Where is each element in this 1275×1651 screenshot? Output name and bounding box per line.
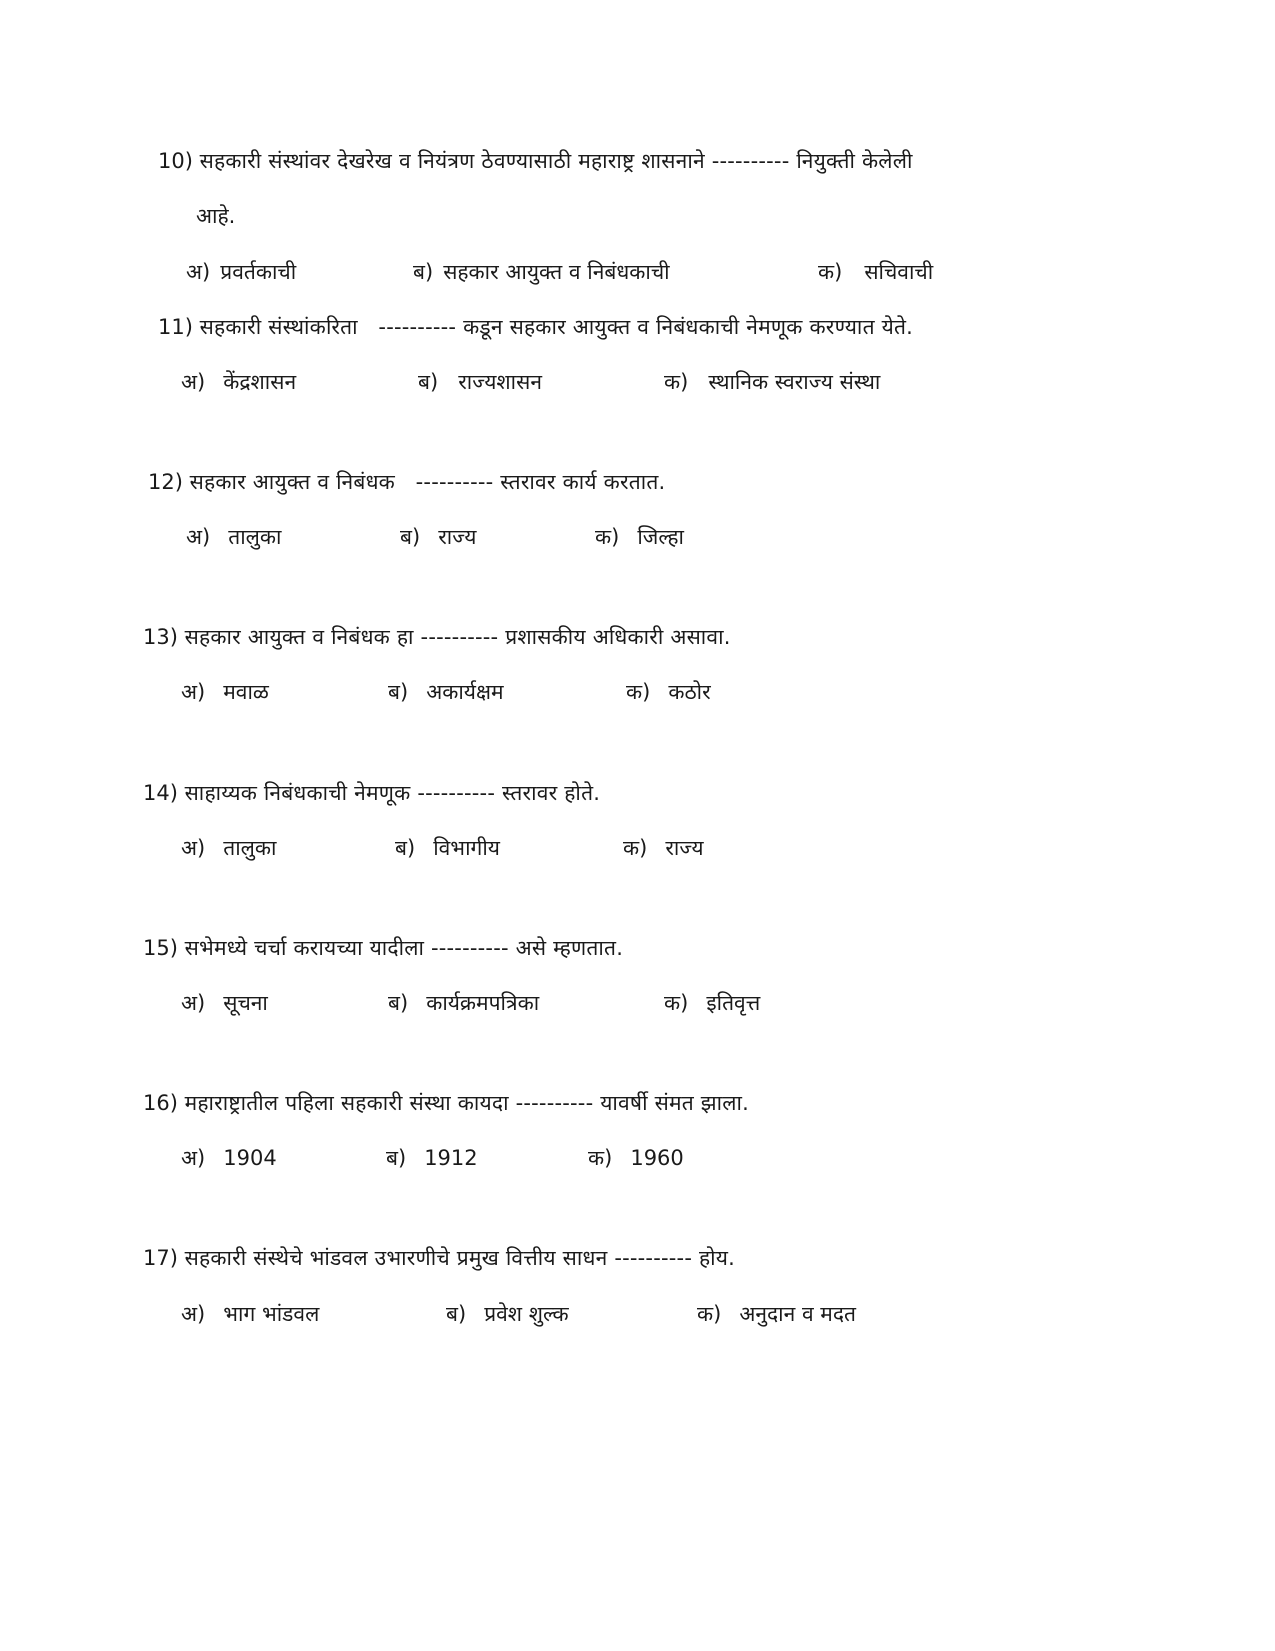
option-value: अनुदान व मदत [739, 1302, 856, 1326]
option-c [664, 988, 760, 1018]
question-15 [143, 933, 623, 963]
question-10 [158, 146, 913, 176]
option-b [386, 1143, 478, 1173]
option-label: अ) [181, 1302, 206, 1326]
option-label: क) [664, 991, 689, 1015]
option-value: सचिवाची [864, 260, 934, 284]
question-number: 13) [143, 625, 178, 649]
option-value: विभागीय [433, 836, 500, 860]
question-text: सहकारी संस्थांवर देखरेख व नियंत्रण ठेवण्यासाठी महाराष्ट्र शासनाने ---------- नियुक्ती केलेली [199, 149, 913, 173]
option-b [446, 1299, 569, 1329]
option-label: अ) [181, 1146, 206, 1170]
option-c [697, 1299, 856, 1329]
question-number: 17) [143, 1246, 178, 1270]
option-label: क) [697, 1302, 722, 1326]
question-10-continuation [196, 201, 235, 231]
question-16 [143, 1088, 749, 1118]
option-b [388, 677, 504, 707]
question-text: साहाय्यक निबंधकाची नेमणूक ---------- स्तरावर होते. [184, 781, 601, 805]
question-14 [143, 778, 600, 808]
question-number: 16) [143, 1091, 178, 1115]
option-value: इतिवृत्त [706, 991, 761, 1015]
option-a [186, 257, 296, 287]
option-value: सूचना [223, 991, 268, 1015]
option-c [588, 1143, 684, 1173]
option-b [400, 522, 476, 552]
option-value: स्थानिक स्वराज्य संस्था [708, 370, 881, 394]
question-text-continued: आहे. [196, 204, 236, 228]
option-c [818, 257, 933, 287]
option-label: ब) [395, 836, 416, 860]
question-text: सभेमध्ये चर्चा करायच्या यादीला ---------- असे म्हणतात. [184, 936, 624, 960]
option-label: अ) [186, 525, 211, 549]
option-c [664, 367, 880, 397]
question-text: सहकार आयुक्त व निबंधक ---------- स्तरावर कार्य करतात. [189, 470, 666, 494]
option-a [186, 522, 281, 552]
option-label: क) [588, 1146, 613, 1170]
option-value: कठोर [668, 680, 711, 704]
option-value: जिल्हा [637, 525, 684, 549]
option-value: मवाळ [223, 680, 269, 704]
option-label: ब) [446, 1302, 467, 1326]
option-a [181, 988, 268, 1018]
option-value: प्रवेश शुल्क [484, 1302, 569, 1326]
option-c [595, 522, 684, 552]
option-a [181, 833, 276, 863]
option-label: क) [595, 525, 620, 549]
option-value: राज्यशासन [458, 370, 542, 394]
option-a [181, 1299, 319, 1329]
question-number: 15) [143, 936, 178, 960]
option-value: राज्य [665, 836, 704, 860]
option-value: 1960 [630, 1146, 684, 1170]
option-label: क) [818, 260, 843, 284]
option-label: क) [626, 680, 651, 704]
question-text: सहकारी संस्थांकरिता ---------- कडून सहकार आयुक्त व निबंधकाची नेमणूक करण्यात येते. [199, 315, 914, 339]
option-value: 1904 [223, 1146, 277, 1170]
option-label: क) [664, 370, 689, 394]
option-value: कार्यक्रमपत्रिका [426, 991, 540, 1015]
option-label: अ) [181, 836, 206, 860]
option-label: ब) [413, 260, 434, 284]
option-a [181, 367, 296, 397]
option-a [181, 677, 269, 707]
option-value: तालुका [228, 525, 282, 549]
question-17 [143, 1243, 735, 1273]
option-value: तालुका [223, 836, 277, 860]
question-number: 12) [148, 470, 183, 494]
option-label: ब) [386, 1146, 407, 1170]
option-label: अ) [186, 260, 211, 284]
option-label: ब) [418, 370, 439, 394]
option-a [181, 1143, 277, 1173]
option-label: क) [623, 836, 648, 860]
option-value: 1912 [424, 1146, 478, 1170]
question-text: सहकारी संस्थेचे भांडवल उभारणीचे प्रमुख वित्तीय साधन ---------- होय. [184, 1246, 736, 1270]
option-label: ब) [388, 991, 409, 1015]
option-value: अकार्यक्षम [426, 680, 504, 704]
question-13 [143, 622, 731, 652]
option-b [418, 367, 542, 397]
question-number: 10) [158, 149, 193, 173]
question-number: 14) [143, 781, 178, 805]
option-b [413, 257, 670, 287]
option-value: राज्य [438, 525, 477, 549]
question-text: सहकार आयुक्त व निबंधक हा ---------- प्रशासकीय अधिकारी असावा. [184, 625, 731, 649]
option-c [626, 677, 711, 707]
question-text: महाराष्ट्रातील पहिला सहकारी संस्था कायदा ---------- यावर्षी संमत झाला. [184, 1091, 750, 1115]
option-label: ब) [388, 680, 409, 704]
option-value: केंद्रशासन [223, 370, 297, 394]
question-12 [148, 467, 665, 497]
question-number: 11) [158, 315, 193, 339]
option-label: ब) [400, 525, 421, 549]
option-b [395, 833, 500, 863]
option-label: अ) [181, 991, 206, 1015]
option-label: अ) [181, 370, 206, 394]
option-value: सहकार आयुक्त व निबंधकाची [443, 260, 670, 284]
option-label: अ) [181, 680, 206, 704]
option-value: भाग भांडवल [223, 1302, 320, 1326]
option-value: प्रवर्तकाची [220, 260, 297, 284]
option-c [623, 833, 704, 863]
question-11 [158, 312, 913, 342]
option-b [388, 988, 539, 1018]
